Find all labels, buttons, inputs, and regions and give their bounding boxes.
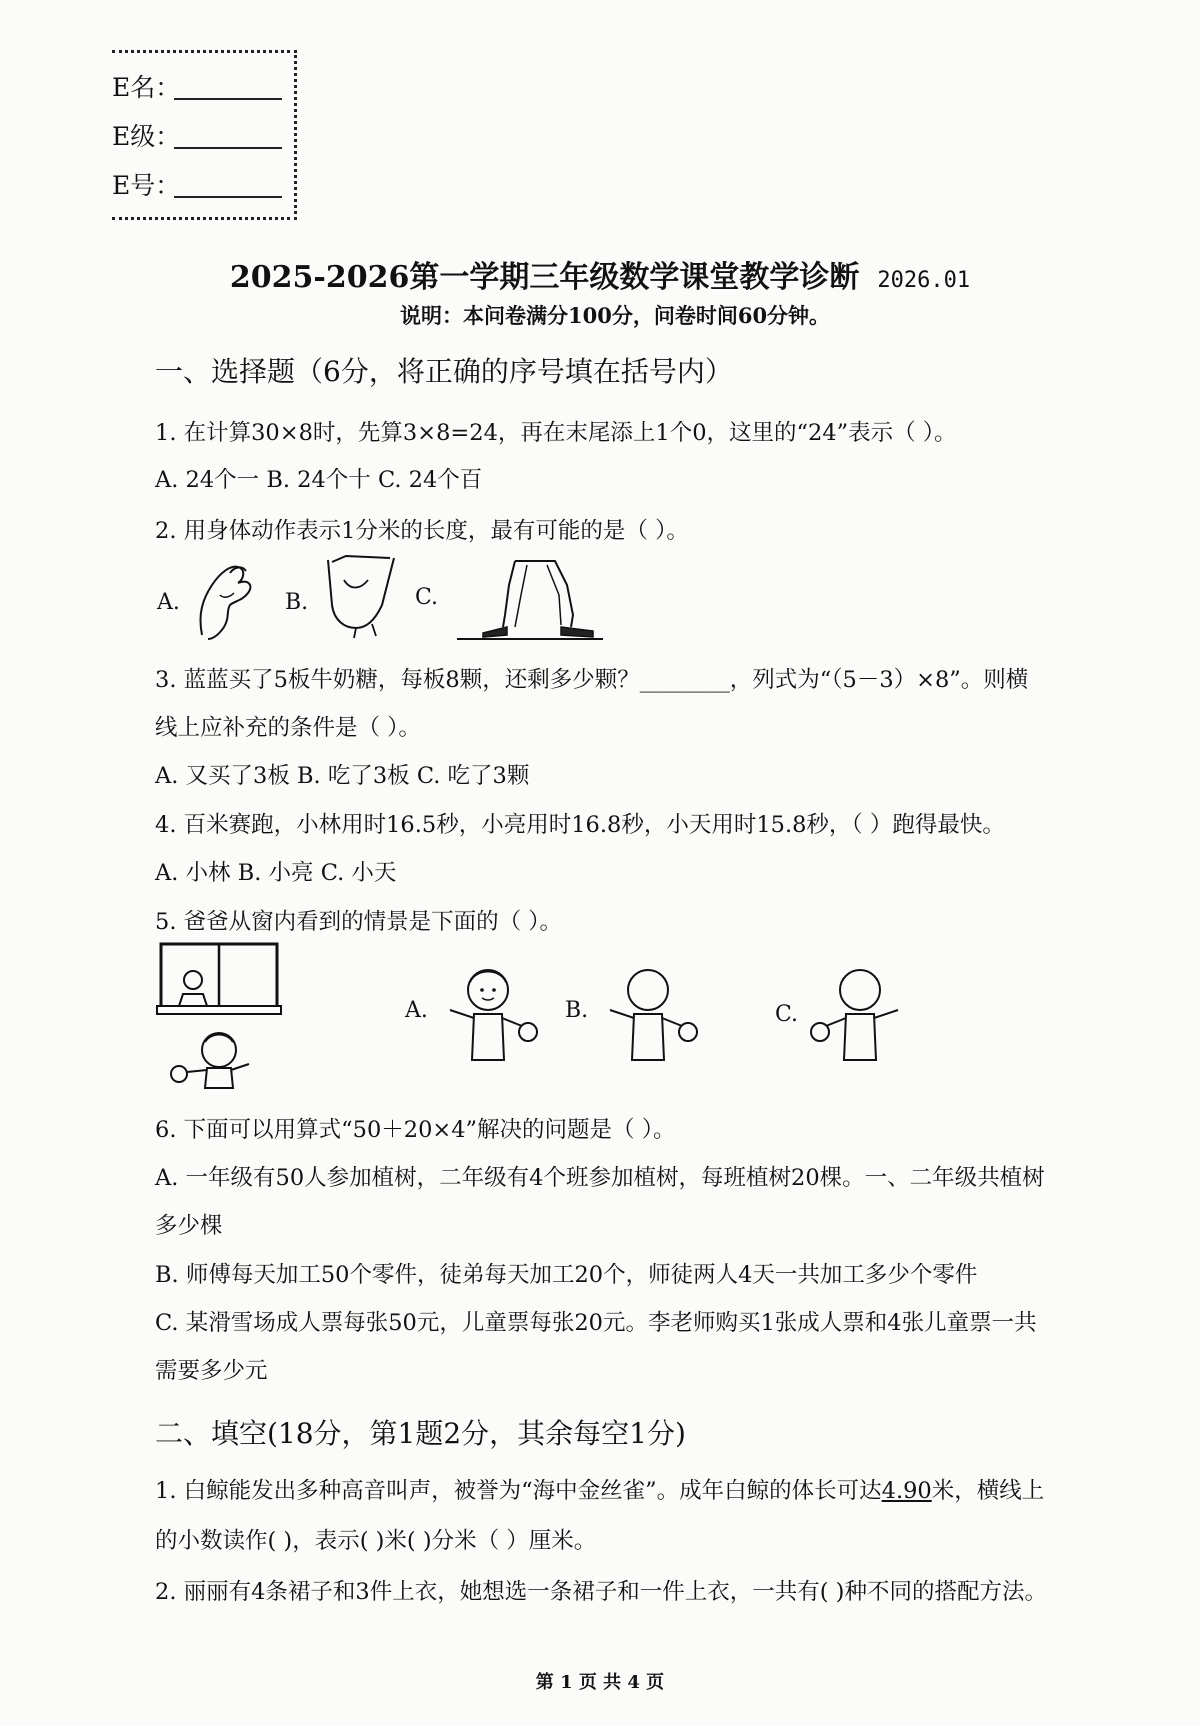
boy-back-left-ball-figure <box>808 960 908 1065</box>
q2-1-text-b: 米，横线上 <box>931 1478 1045 1504</box>
section-1-heading: 一、选择题（6分，将正确的序号填在括号内） <box>155 355 733 388</box>
q2-1-text-a: 1. 白鲸能发出多种高音叫声，被誉为“海中金丝雀”。成年白鲸的体长可达 <box>155 1478 882 1504</box>
question-1-3-options: A. 又买了3板 B. 吃了3板 C. 吃了3颗 <box>155 763 530 789</box>
id-field[interactable] <box>174 195 282 198</box>
question-1-4-options: A. 小林 B. 小亮 C. 小天 <box>155 860 397 886</box>
question-2-1-line-2: 的小数读作( )，表示( )米( )分米（ ）厘米。 <box>155 1528 597 1554</box>
question-1-6-option-a-line-1: A. 一年级有50人参加植树，二年级有4个班参加植树，每班植树20棵。一、二年级共植树 <box>155 1165 1045 1191</box>
title-text: 2025-2026第一学期三年级数学课堂教学诊断 <box>229 260 860 295</box>
question-1-4: 4. 百米赛跑，小林用时16.5秒，小亮用时16.8秒，小天用时15.8秒，（ ）跑得最快。 <box>155 812 1005 838</box>
id-label: E号： <box>112 171 181 200</box>
section-2-heading: 二、填空(18分，第1题2分，其余每空1分) <box>155 1417 686 1450</box>
page-number: 第 1 页 共 4 页 <box>535 1672 665 1693</box>
legs-stride-figure <box>455 555 605 643</box>
q2-1-length-value: 4.90 <box>881 1478 932 1504</box>
question-1-3-line-2: 线上应补充的条件是（ ）。 <box>155 715 421 741</box>
class-label: E级： <box>112 122 181 151</box>
question-1-1: 1. 在计算30×8时，先算3×8=24，再在末尾添上1个0，这里的“24”表示（ ）。 <box>155 420 957 446</box>
class-field[interactable] <box>174 146 282 149</box>
page-title <box>0 252 1200 296</box>
q5-option-c-label: C. <box>775 1002 799 1027</box>
question-1-6-option-c-line-1: C. 某滑雪场成人票每张50元，儿童票每张20元。李老师购买1张成人票和4张儿童票一共 <box>155 1310 1037 1336</box>
question-1-6-option-c-line-2: 需要多少元 <box>155 1358 268 1384</box>
question-1-1-options: A. 24个一 B. 24个十 C. 24个百 <box>155 467 483 493</box>
boy-front-figure <box>440 960 540 1065</box>
exam-date: 2026.01 <box>877 268 971 293</box>
q2-option-b-label: B. <box>285 590 309 615</box>
boy-back-right-ball-figure <box>600 960 700 1065</box>
q5-option-b-label: B. <box>565 998 589 1023</box>
q2-option-a-label: A. <box>157 590 180 615</box>
question-1-2: 2. 用身体动作表示1分米的长度，最有可能的是（ ）。 <box>155 518 689 544</box>
hand-spread-figure <box>320 550 400 640</box>
question-1-6-option-a-line-2: 多少棵 <box>155 1213 223 1239</box>
student-info-box <box>112 50 297 220</box>
instructions: 说明：本问卷满分100分，问卷时间60分钟。 <box>400 303 831 328</box>
window-scene-figure <box>155 940 285 1090</box>
question-2-1-line-1 <box>155 1473 1044 1505</box>
name-label: E名： <box>112 73 181 102</box>
question-1-6-option-b: B. 师傅每天加工50个零件，徒弟每天加工20个，师徒两人4天一共加工多少个零件 <box>155 1262 978 1288</box>
question-2-2: 2. 丽丽有4条裙子和3件上衣，她想选一条裙子和一件上衣，一共有( )种不同的搭配方法。 <box>155 1579 1047 1605</box>
question-1-3-line-1: 3. 蓝蓝买了5板牛奶糖，每板8颗，还剩多少颗？________，列式为“（5－3）×8”。则横 <box>155 667 1029 693</box>
name-field[interactable] <box>174 97 282 100</box>
q2-option-c-label: C. <box>415 585 439 610</box>
q5-option-a-label: A. <box>405 998 428 1023</box>
question-1-6: 6. 下面可以用算式“50＋20×4”解决的问题是（ ）。 <box>155 1117 676 1143</box>
question-1-5: 5. 爸爸从窗内看到的情景是下面的（ ）。 <box>155 909 563 935</box>
hand-pinch-figure <box>190 555 270 640</box>
